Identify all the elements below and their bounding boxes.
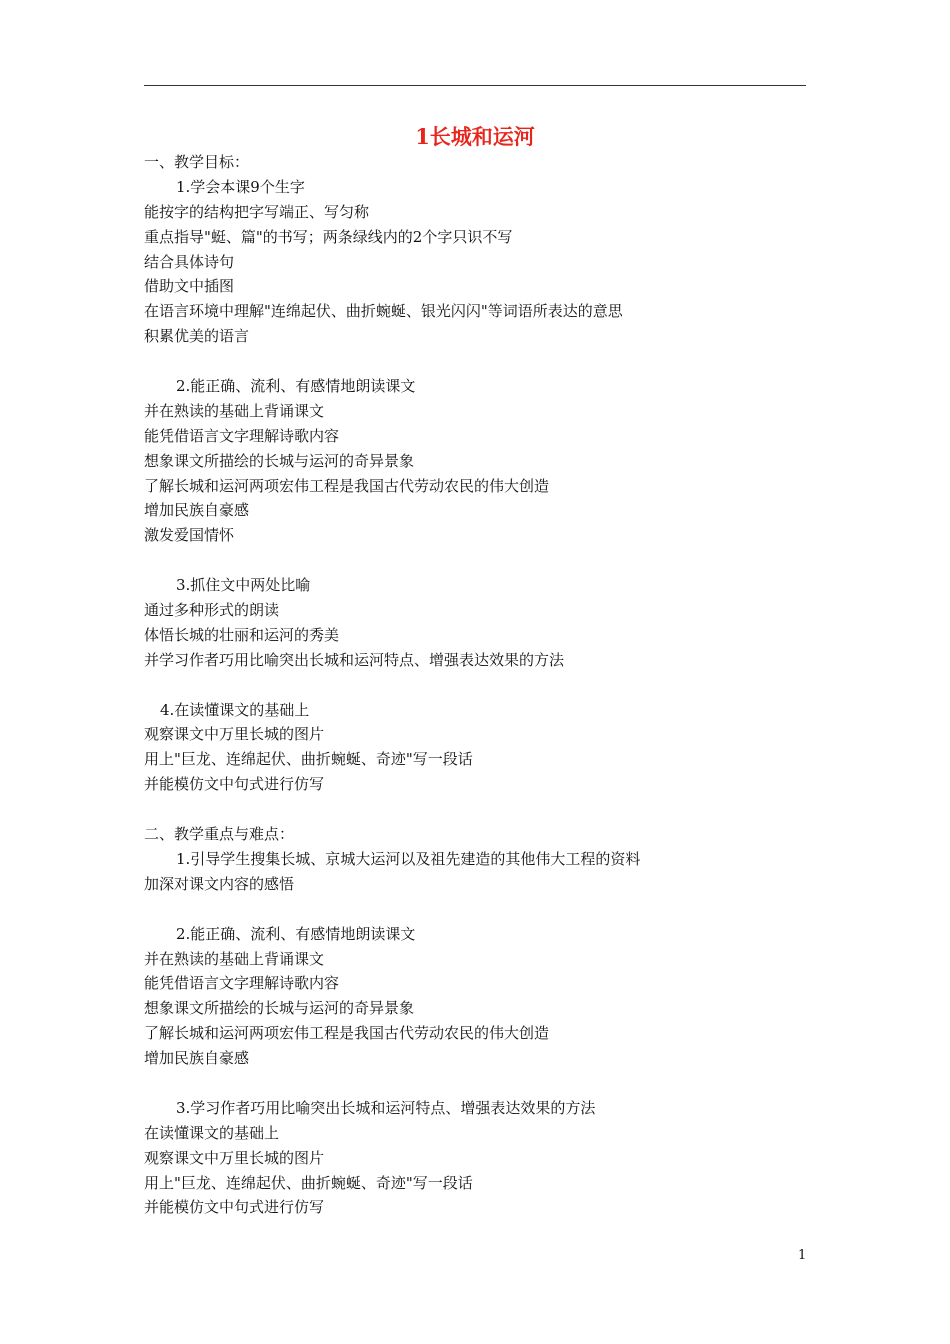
text-line: 并在熟读的基础上背诵课文 [144,401,325,420]
text-line: 体悟长城的壮丽和运河的秀美 [144,625,340,644]
text-line: 结合具体诗句 [144,252,235,271]
text-line: 并能模仿文中句式进行仿写 [144,1198,325,1217]
blank-line [144,1071,824,1096]
text-line: 积累优美的语言 [144,327,250,346]
text-line: 3.抓住文中两处比喻 [176,576,311,595]
blank-line [144,897,824,922]
page-number: 1 [798,1248,807,1263]
text-line: 想象课文所描绘的长城与运河的奇异景象 [144,999,415,1018]
text-line: 了解长城和运河两项宏伟工程是我国古代劳动农民的伟大创造 [144,1024,550,1043]
blank-line [144,797,824,822]
text-line: 在语言环境中理解"连绵起伏、曲折蜿蜒、银光闪闪"等词语所表达的意思 [144,302,623,321]
blank-line [144,548,824,573]
text-line: 加深对课文内容的感悟 [144,874,295,893]
text-line: 激发爱国情怀 [144,526,235,545]
text-line: 2.能正确、流利、有感情地朗读课文 [176,924,416,943]
text-line: 1.学会本课9个生字 [176,177,305,196]
blank-line [144,349,824,374]
section-heading: 一、教学目标： [144,153,250,171]
section-heading: 二、教学重点与难点： [144,825,295,844]
text-line: 并学习作者巧用比喻突出长城和运河特点、增强表达效果的方法 [144,650,565,669]
text-line: 能凭借语言文字理解诗歌内容 [144,426,340,445]
text-line: 能按字的结构把字写端正、写匀称 [144,202,370,221]
document-body [144,150,824,1220]
text-line: 用上"巨龙、连绵起伏、曲折蜿蜒、奇迹"写一段话 [144,1173,473,1192]
document-title: 1长城和运河 [415,124,535,149]
text-line: 在读懂课文的基础上 [144,1123,280,1142]
text-line: 观察课文中万里长城的图片 [144,725,325,744]
text-line: 并能模仿文中句式进行仿写 [144,775,325,794]
text-line: 了解长城和运河两项宏伟工程是我国古代劳动农民的伟大创造 [144,476,550,495]
text-line: 增加民族自豪感 [144,1049,250,1068]
text-line: 借助文中插图 [144,277,235,296]
text-line: 1.引导学生搜集长城、京城大运河以及祖先建造的其他伟大工程的资料 [176,849,641,868]
text-line: 2.能正确、流利、有感情地朗读课文 [176,377,416,396]
text-line: 用上"巨龙、连绵起伏、曲折蜿蜒、奇迹"写一段话 [144,750,473,769]
text-line: 重点指导"蜓、篇"的书写；两条绿线内的2个字只识不写 [144,227,513,246]
blank-line [144,673,824,698]
text-line: 通过多种形式的朗读 [144,601,280,620]
text-line: 增加民族自豪感 [144,501,250,520]
header-rule [144,85,806,86]
text-line: 想象课文所描绘的长城与运河的奇异景象 [144,451,415,470]
text-line: 观察课文中万里长城的图片 [144,1148,325,1167]
text-line: 能凭借语言文字理解诗歌内容 [144,974,340,993]
text-line: 4.在读懂课文的基础上 [160,700,310,719]
text-line: 并在熟读的基础上背诵课文 [144,949,325,968]
text-line: 3.学习作者巧用比喻突出长城和运河特点、增强表达效果的方法 [176,1098,596,1117]
